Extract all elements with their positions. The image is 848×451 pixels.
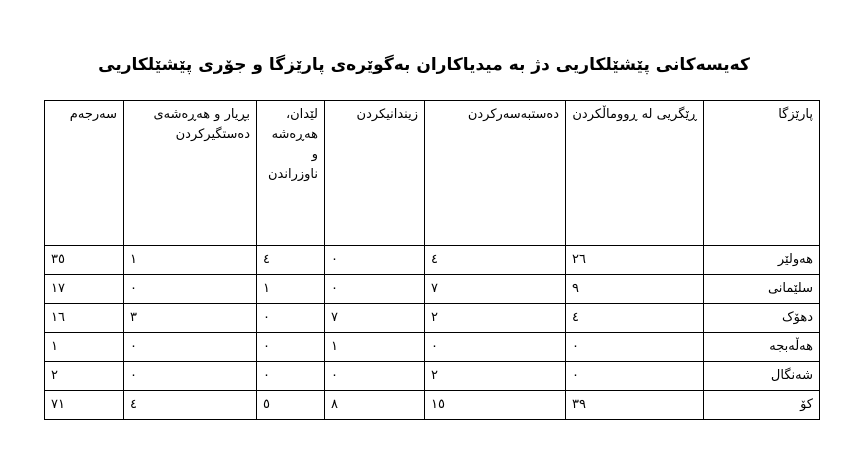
table-row	[45, 275, 820, 304]
cell-value: ٨	[325, 391, 425, 420]
header-coverage-obstruction: ڕێگریی لە ڕووماڵکردن	[566, 101, 704, 246]
cell-value: ٤	[566, 304, 704, 333]
header-row	[45, 101, 820, 246]
cell-value: ٥	[257, 391, 325, 420]
cell-value: ٢	[425, 304, 566, 333]
cell-value: ٠	[257, 362, 325, 391]
header-imprisonment: زیندانیکردن	[325, 101, 425, 246]
cell-value: ٢	[425, 362, 566, 391]
header-arrest-warrant: بڕیار و هەڕەشەی دەستگیرکردن	[124, 101, 257, 246]
cell-value: ٢٦	[566, 246, 704, 275]
cell-value: ٤	[257, 246, 325, 275]
cell-value: ٠	[124, 333, 257, 362]
cell-province: هەولێر	[704, 246, 820, 275]
cell-value: ٤	[425, 246, 566, 275]
cell-value: ٠	[566, 333, 704, 362]
cell-value: ٠	[257, 304, 325, 333]
table-row	[45, 333, 820, 362]
violations-table	[44, 100, 820, 420]
cell-total: ١٧	[45, 275, 124, 304]
cell-value: ١	[124, 246, 257, 275]
cell-value: ٩	[566, 275, 704, 304]
header-beating-threat: لێدان، هەڕەشە و ناوزراندن	[257, 101, 325, 246]
table-title: کەیسەکانی پێشێلکاریی دژ بە میدیاکاران بەگوێرەی پارێزگا و جۆری پێشێلکاریی	[98, 55, 750, 75]
cell-value: ٠	[325, 246, 425, 275]
cell-province: دهۆک	[704, 304, 820, 333]
cell-value: ٣٩	[566, 391, 704, 420]
cell-value: ٠	[325, 275, 425, 304]
table-row	[45, 246, 820, 275]
cell-value: ٠	[124, 275, 257, 304]
cell-value: ١	[325, 333, 425, 362]
cell-value: ٠	[124, 362, 257, 391]
header-total: سەرجەم	[45, 101, 124, 246]
cell-total: ٢	[45, 362, 124, 391]
cell-province: هەڵەبجە	[704, 333, 820, 362]
cell-total: ١	[45, 333, 124, 362]
cell-total: ١٦	[45, 304, 124, 333]
cell-value: ٣	[124, 304, 257, 333]
cell-value: ٠	[325, 362, 425, 391]
cell-value: ١	[257, 275, 325, 304]
table-row-total	[45, 391, 820, 420]
cell-province: کۆ	[704, 391, 820, 420]
cell-province: سلێمانی	[704, 275, 820, 304]
header-detention: دەستبەسەرکردن	[425, 101, 566, 246]
cell-value: ٧	[325, 304, 425, 333]
cell-value: ٠	[566, 362, 704, 391]
cell-total: ٧١	[45, 391, 124, 420]
cell-value: ٤	[124, 391, 257, 420]
table-row	[45, 304, 820, 333]
cell-total: ٣٥	[45, 246, 124, 275]
header-province: پارێزگا	[704, 101, 820, 246]
cell-province: شەنگال	[704, 362, 820, 391]
cell-value: ٠	[257, 333, 325, 362]
cell-value: ١٥	[425, 391, 566, 420]
cell-value: ٠	[425, 333, 566, 362]
table-row	[45, 362, 820, 391]
cell-value: ٧	[425, 275, 566, 304]
